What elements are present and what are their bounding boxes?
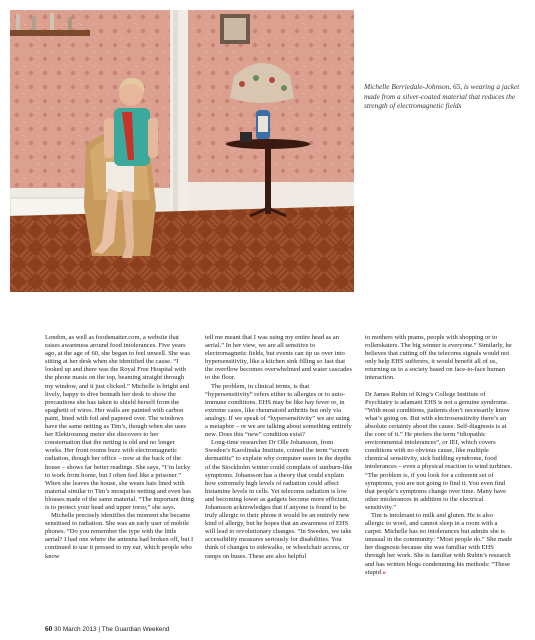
- paragraph: London, as well as foodsmatter.com, a website that raises awareness around food intolerances. Five years ago, at the age of 60, she began to feel unwell. She was sitting at her desk when she identified the cause. “I looked up and there was the Royal Free Hospital with the phone masts on the top, beaming straight through my window, and it just clicked.” Michelle is bright and lively, happy to dive beneath her desk to show the precautions she has taken to shield herself from the spaghetti of wires. Her walls are painted with carbon paint, lined with foil and papered over. The windows have the same netting as Tim’s, though when she uses her Elektrosmog meter she discovers to her consternation that the netting is old and no longer works. Her front rooms buzz with electromagnetic radiation, though her office – now at the back of the house – shows far better readings. She says, “I’m lucky to work from home, but I often feel like a prisoner.” When she leaves the house, she wears hats lined with material similar to Tim’s mosquito netting and even has blouses made of the same material. “The important thing is to protect your head and upper torso,” she says.: [45, 334, 194, 511]
- publication-name: The Guardian Weekend: [101, 626, 170, 633]
- column-3: [365, 334, 514, 618]
- article-body: [45, 334, 515, 618]
- paragraph: Michelle precisely identifies the moment she became sensitised to radiation. She was an early user of mobile phones. “Do you remember the type with the little aerial? I had one where the antenna had broken off, but I continued to use it pressed to my ear, which people who know: [45, 512, 194, 560]
- paragraph: tell me meant that I was using my entire head as an aerial.” In her view, we are all sensitive to electromagnetic fields, but events can tip us over into hypersensitivity, like a kitchen sink filling so fast that the overflow becomes overwhelmed and water cascades to the floor.: [205, 334, 352, 382]
- footer-separator: |: [98, 626, 101, 633]
- column-1: [45, 334, 194, 618]
- photo-caption: Michelle Berriedale-Johnson, 65, is wearing a jacket made from a silver-coated material that reduces the strength of electromagnetic fields: [364, 82, 520, 111]
- paragraph-text: Tim is intolerant to milk and gluten. He is also allergic to wool, and cannot sleep in a room with a carpet. Michelle has no intolerances but admits she is unusual in the community: “Most people do.” She made her diagnosis because she was familiar with EHS through her work. She is familiar with Rubin’s research and has written blogs condemning his methods: “These stupid: [365, 511, 513, 576]
- page-footer: [45, 625, 169, 633]
- page-number: 60: [45, 625, 53, 633]
- portrait-photo: [10, 10, 354, 292]
- paragraph: [365, 512, 514, 577]
- paragraph: The problem, in clinical terms, is that “hypersensitivity” refers either to allergies or to auto-immune conditions. EHS may be like hay fever or, in extreme cases, like rheumatoid arthritis but only via analogy. If we speak of “hypersensitivity” we are using a metaphor – or we are talking about something entirely new. Does this “new” condition exist?: [205, 382, 352, 439]
- column-2: [205, 334, 354, 618]
- continue-arrow-icon: »: [382, 568, 386, 576]
- paragraph: Long-time researcher Dr Olle Johansson, from Sweden’s Karolinska Institute, coined the term “screen dermatitis” to explain why computer users in the depths of the Stockholm winter could complain of sunburn-like symptoms. Johansson has a theory that could explain how extremely high levels of radiation could affect histamine levels in cells. Yet telecoms radiation is low and becoming lower as gadgets become more efficient. Johansson acknowledges that if anyone is found to be truly allergic to their phone it would be an entirely new kind of allergy, but he hopes that an awareness of EHS will lead to revolutionary changes. “In Sweden, we take accessibility measures seriously for disabilities. You think of changes to sidewalks, or wheelchair access, or ramps on buses. These are also helpful: [205, 439, 353, 560]
- issue-date: 30 March 2013: [53, 626, 97, 633]
- paragraph: Dr James Rubin of King’s College Institute of Psychiatry is adamant EHS is not a genuine syndrome. “With most conditions, patients don’t necessarily know what’s going on. But with electrosensitivity there’s an absolute certainty about the cause. Self-diagnosis is at the core of it.” He prefers the term “idiopathic environmental intolerances”, or IEI, which covers conditions with no obvious cause, like multiple chemical sensitivity, sick building syndrome, food intolerances – even a physical reaction to wind turbines. “The problem is, if you look for a coherent set of symptoms, you are not going to find it. You even find that people’s symptoms change over time. Many have other intolerances in addition to the electrical sensitivity.”: [365, 390, 513, 511]
- paragraph: to mothers with prams, people with shopping or to rollerskaters. The big winner is everyone.” Similarly, he believes that cutting off the telecoms signals would not only help EHS sufferers, it would benefit all of us, returning us to a society based on face-to-face human interaction.: [365, 334, 512, 382]
